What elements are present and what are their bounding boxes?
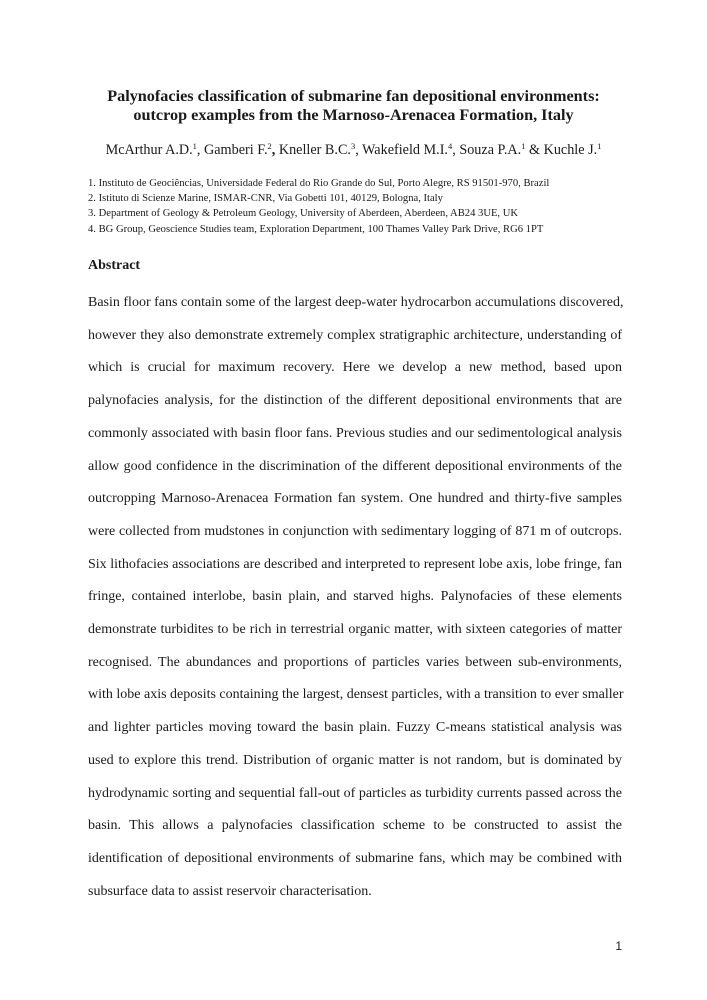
abstract-line: and lighter particles moving toward the basin plain. Fuzzy C-means statistical analysis was bbox=[88, 720, 622, 736]
author-separator: , bbox=[355, 142, 359, 158]
author-affiliation-mark: 2 bbox=[267, 141, 272, 151]
abstract-line: Basin floor fans contain some of the largest deep-water hydrocarbon accumulations discovered, bbox=[88, 295, 624, 310]
affiliation-item: 1. Instituto de Geociências, Universidade Federal do Rio Grande do Sul, Porto Alegre, RS 91501-970, Brazil bbox=[88, 178, 550, 189]
abstract-line: which is crucial for maximum recovery. Here we develop a new method, based upon bbox=[88, 360, 622, 376]
affiliation-list bbox=[88, 176, 549, 237]
abstract-line: hydrodynamic sorting and sequential fall-out of particles as turbidity currents passed across the bbox=[88, 785, 622, 801]
abstract-line: fringe, contained interlobe, basin plain, and starved highs. Palynofacies of these elements bbox=[88, 589, 622, 605]
abstract-line: however they also demonstrate extremely complex stratigraphic architecture, understanding of bbox=[88, 327, 622, 343]
author-affiliation-mark: 1 bbox=[192, 141, 197, 151]
author-name: Wakefield M.I. bbox=[362, 142, 448, 158]
abstract-heading: Abstract bbox=[88, 258, 141, 273]
affiliation-item: 2. Istituto di Scienze Marine, ISMAR-CNR, Via Gobetti 101, 40129, Bologna, Italy bbox=[88, 193, 443, 205]
author-name: Kneller B.C. bbox=[278, 142, 351, 158]
abstract-line: basin. This allows a palynofacies classification scheme to be constructed to assist the bbox=[88, 818, 622, 834]
abstract-line: commonly associated with basin floor fans. Previous studies and our sedimentological analysis bbox=[88, 425, 622, 441]
abstract-line: demonstrate turbidites to be rich in terrestrial organic matter, with sixteen categories of matter bbox=[88, 622, 622, 638]
author-separator: , bbox=[452, 142, 456, 158]
title-line-1: Palynofacies classification of submarine fan depositional environments: bbox=[107, 87, 600, 105]
author-affiliation-mark: 4 bbox=[447, 141, 453, 151]
abstract-line: allow good confidence in the discrimination of the different depositional environments of the bbox=[88, 458, 622, 474]
author-affiliation-mark: 1 bbox=[521, 141, 526, 151]
author-list bbox=[40, 141, 667, 159]
abstract-line: palynofacies analysis, for the distinction of the different depositional environments that are bbox=[88, 393, 622, 409]
author-affiliation-mark: 1 bbox=[597, 141, 602, 151]
abstract-line: subsurface data to assist reservoir characterisation. bbox=[88, 883, 372, 899]
affiliation-item: 3. Department of Geology & Petroleum Geology, University of Aberdeen, Aberdeen, AB24 3UE, UK bbox=[88, 208, 519, 220]
paper-title bbox=[60, 87, 647, 125]
abstract-line: Six lithofacies associations are described and interpreted to represent lobe axis, lobe fringe, fan bbox=[88, 556, 622, 572]
page-number: 1 bbox=[615, 939, 622, 953]
abstract-line: recognised. The abundances and proportions of particles varies between sub-environments, bbox=[88, 654, 622, 670]
abstract-body bbox=[88, 287, 622, 908]
abstract-line: with lobe axis deposits containing the largest, densest particles, with a transition to ever smaller bbox=[88, 687, 624, 703]
author-affiliation-mark: 3 bbox=[350, 141, 356, 151]
abstract-line: identification of depositional environments of submarine fans, which may be combined with bbox=[88, 850, 622, 866]
affiliation-item: 4. BG Group, Geoscience Studies team, Exploration Department, 100 Thames Valley Park Drive, RG6 1PT bbox=[88, 223, 544, 235]
abstract-line: used to explore this trend. Distribution of organic matter is not random, but is dominated by bbox=[88, 752, 622, 768]
author-name: Kuchle J. bbox=[543, 142, 598, 158]
author-name: Gamberi F. bbox=[204, 142, 268, 158]
author-separator: , bbox=[271, 142, 276, 158]
author-separator: & bbox=[528, 142, 541, 158]
abstract-line: were collected from mudstones in conjunction with sedimentary logging of 871 m of outcrops. bbox=[88, 523, 622, 539]
author-name: Souza P.A. bbox=[459, 142, 522, 158]
author-name: McArthur A.D. bbox=[105, 142, 193, 158]
abstract-line: outcropping Marnoso-Arenacea Formation fan system. One hundred and thirty-five samples bbox=[88, 491, 622, 507]
title-line-2: outcrop examples from the Marnoso-Arenacea Formation, Italy bbox=[133, 106, 574, 124]
author-separator: , bbox=[196, 142, 201, 158]
